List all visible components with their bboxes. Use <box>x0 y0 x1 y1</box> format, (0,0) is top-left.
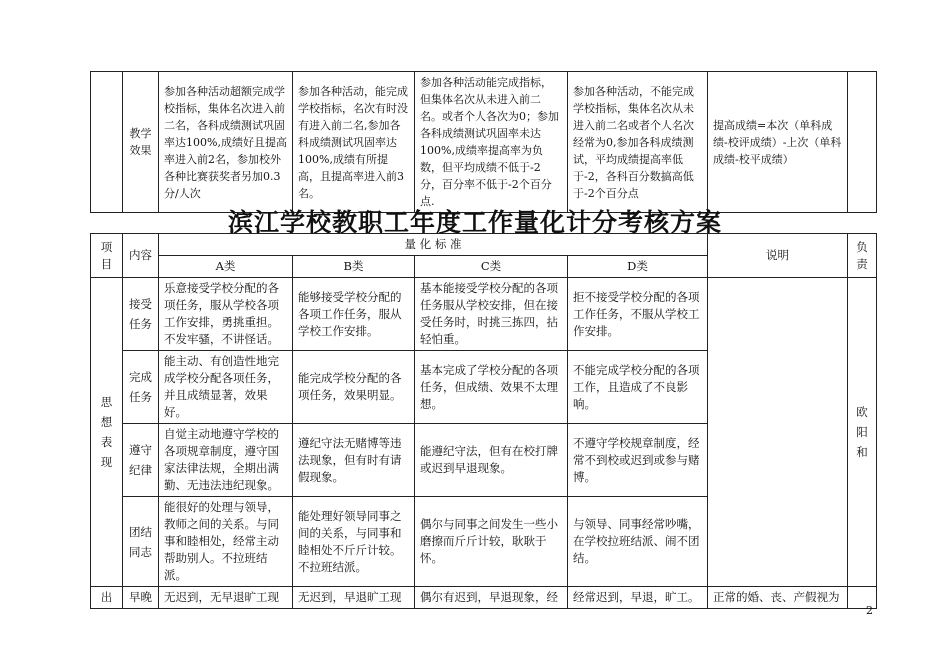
row-a: 无迟到，无早退旷工现 <box>159 587 293 609</box>
teaching-effect-note: 提高成绩=本次（单科成绩-校评成绩）-上次（单科成绩-校平成绩） <box>708 72 848 213</box>
row-b: 遵纪守法无赌博等违法现象，但有时有请假现象。 <box>293 424 415 497</box>
row-a: 能很好的处理与领导，教师之间的关系。与同事和睦相处，经常主动帮助别人。不拉班结派。 <box>159 497 293 587</box>
row-content: 完成任务 <box>123 351 159 424</box>
header-item: 项目 <box>91 234 123 278</box>
header-responsible: 负责 <box>848 234 877 278</box>
teaching-effect-label: 教学效果 <box>123 72 159 213</box>
page-title: 滨江学校教职工年度工作量化计分考核方案 <box>227 208 722 237</box>
teaching-effect-d: 参加各种活动，不能完成学校指标，集体名次从未进入前二名或者个人名次经常为0,参加各科成绩测试，平均成绩提高率低于-2，各科百分数搞高低于-2个百分点 <box>568 72 708 213</box>
row-d: 拒不接受学校分配的各项工作任务，不服从学校工作安排。 <box>568 278 708 351</box>
row-content: 早晚 <box>123 587 159 609</box>
row-d: 不遵守学校规章制度，经常不到校或迟到或参与赌博。 <box>568 424 708 497</box>
header-b: B类 <box>293 256 415 278</box>
row-d: 与领导、同事经常吵嘴，在学校拉班结派、闹不团结。 <box>568 497 708 587</box>
row-a: 乐意接受学校分配的各项任务，服从学校各项工作安排，勇挑重担。不发牢骚，不讲怪话。 <box>159 278 293 351</box>
section-thought-label: 思想表现 <box>91 278 123 587</box>
row-c: 能遵纪守法，但有在校打牌或迟到早退现象。 <box>415 424 568 497</box>
row-b: 能够接受学校分配的各项工作任务，服从学校工作安排。 <box>293 278 415 351</box>
row-c: 偶尔有迟到，早退现象，经 <box>415 587 568 609</box>
section-thought-note <box>708 278 848 587</box>
row-content: 遵守纪律 <box>123 424 159 497</box>
header-content: 内容 <box>123 234 159 278</box>
teaching-effect-b: 参加各种活动，能完成学校指标，名次有时没有进入前二名,参加各科成绩测试巩固率达100%,成绩有所提高，且提高率进入前3名。 <box>293 72 415 213</box>
row-d: 不能完成学校分配的各项工作，且造成了不良影响。 <box>568 351 708 424</box>
header-note: 说明 <box>708 234 848 278</box>
row-b: 无迟到，早退旷工现 <box>293 587 415 609</box>
header-a: A类 <box>159 256 293 278</box>
page-number: 2 <box>866 604 873 617</box>
section-thought-responsible: 欧阳和 <box>848 278 877 587</box>
main-table <box>90 233 877 609</box>
section-attendance-label: 出 <box>91 587 123 609</box>
blank-item-cell <box>91 72 123 213</box>
row-content: 接受任务 <box>123 278 159 351</box>
header-c: C类 <box>415 256 568 278</box>
row-b: 能完成学校分配的各项任务，效果明显。 <box>293 351 415 424</box>
row-content: 团结同志 <box>123 497 159 587</box>
blank-resp-cell <box>848 72 877 213</box>
row-b: 能处理好领导同事之间的关系，与同事和睦相处不斤斤计较。不拉班结派。 <box>293 497 415 587</box>
row-d: 经常迟到，早退，旷工。 <box>568 587 708 609</box>
row-c: 偶尔与同事之间发生一些小磨擦而斤斤计较，耿耿于怀。 <box>415 497 568 587</box>
row-c: 基本能接受学校分配的各项任务服从学校安排，但在接受任务时，时挑三拣四，拈轻怕重。 <box>415 278 568 351</box>
header-standard: 量 化 标 准 <box>159 234 708 256</box>
header-d: D类 <box>568 256 708 278</box>
teaching-effect-a: 参加各种活动超额完成学校指标，集体名次进入前二名，各科成绩测试巩固率达100%,成绩好且提高率进入前2名，参加校外各种比赛获奖者另加0.3分/人次 <box>159 72 293 213</box>
row-a: 自觉主动地遵守学校的各项规章制度，遵守国家法律法规，全期出满勤、无违法违纪现象。 <box>159 424 293 497</box>
row-note: 正常的婚、丧、产假视为 <box>708 587 848 609</box>
top-table <box>90 71 877 213</box>
teaching-effect-c: 参加各种活动能完成指标，但集体名次从未进入前二名。或者个人各次为0；参加各科成绩测试巩固率未达100%,成绩率提高率为负数，但平均成绩不低于-2分，百分率不低于-2个百分点. <box>415 72 568 213</box>
row-a: 能主动、有创造性地完成学校分配各项任务，并且成绩显著，效果好。 <box>159 351 293 424</box>
row-c: 基本完成了学校分配的各项任务，但成绩、效果不太理想。 <box>415 351 568 424</box>
